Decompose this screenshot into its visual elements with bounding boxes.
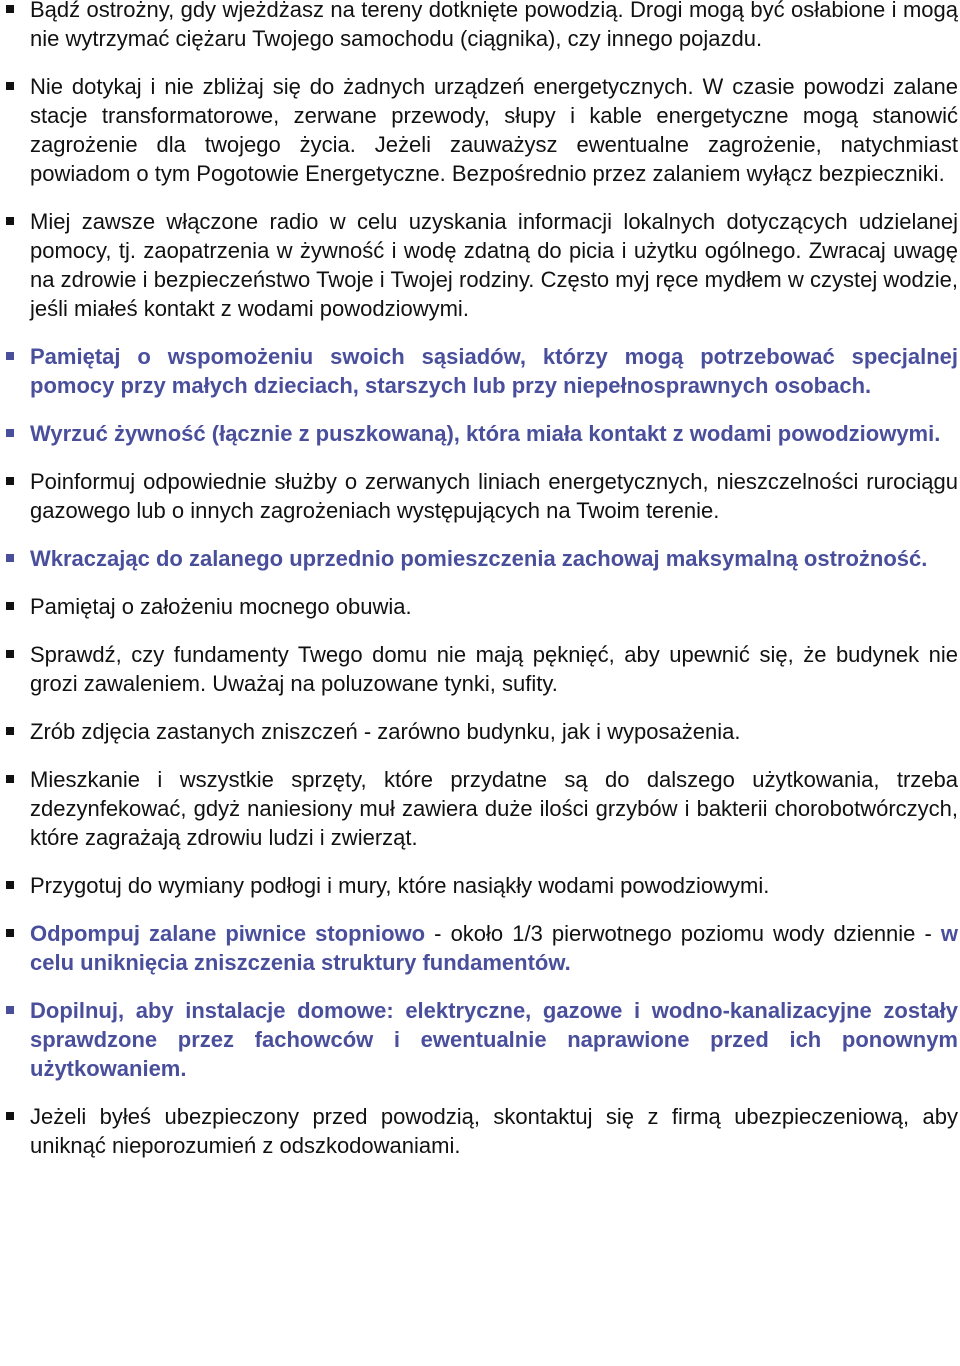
body-text: Mieszkanie i wszystkie sprzęty, które przydatne są do dalszego użytkowania, trzeba zdezynfekować, gdyż naniesiony muł zawiera duże ilości grzybów i bakterii chorobotwórczych, które zagrażają zdrowiu ludzi i zwierząt. (30, 767, 958, 850)
body-text: Przygotuj do wymiany podłogi i mury, które nasiąkły wodami powodziowymi. (30, 873, 770, 898)
list-item (0, 419, 958, 448)
body-text: Zrób zdjęcia zastanych zniszczeń - zarówno budynku, jak i wyposażenia. (30, 719, 741, 744)
emphasized-text: Wyrzuć żywność (łącznie z puszkowaną), która miała kontakt z wodami powodziowymi. (30, 421, 941, 446)
emphasized-text: Odpompuj zalane piwnice stopniowo (30, 921, 426, 946)
square-bullet-icon (6, 881, 14, 889)
square-bullet-icon (6, 554, 14, 562)
body-text: Sprawdź, czy fundamenty Twego domu nie mają pęknięć, aby upewnić się, że budynek nie grozi zawaleniem. Uważaj na poluzowane tynki, sufity. (30, 642, 958, 696)
list-item (0, 592, 958, 621)
square-bullet-icon (6, 429, 14, 437)
list-item (0, 207, 958, 323)
list-item (0, 919, 958, 977)
list-item (0, 544, 958, 573)
emphasized-text: Wkraczając do zalanego uprzednio pomieszczenia zachowaj maksymalną ostrożność. (30, 546, 928, 571)
square-bullet-icon (6, 82, 14, 90)
list-item (0, 871, 958, 900)
square-bullet-icon (6, 477, 14, 485)
list-item (0, 467, 958, 525)
square-bullet-icon (6, 650, 14, 658)
body-text: Miej zawsze włączone radio w celu uzyskania informacji lokalnych dotyczących udzielanej pomocy, tj. zaopatrzenia w żywność i wodę zdatną do picia i użytku ogólnego. Zwracaj uwagę na zdrowie i bezpieczeństwo Twoje i Twojej rodziny. Często myj ręce mydłem w czystej wodzie, jeśli miałeś kontakt z wodami powodziowymi. (30, 209, 958, 321)
square-bullet-icon (6, 217, 14, 225)
body-text: Nie dotykaj i nie zbliżaj się do żadnych urządzeń energetycznych. W czasie powodzi zalane stacje transformatorowe, zerwane przewody, słupy i kable energetyczne mogą stanowić zagrożenie dla twojego życia. Jeżeli zauważysz ewentualne zagrożenie, natychmiast powiadom o tym Pogotowie Energetyczne. Bezpośrednio przez zalaniem wyłącz bezpieczniki. (30, 74, 958, 186)
list-item (0, 765, 958, 852)
square-bullet-icon (6, 352, 14, 360)
body-text: Poinformuj odpowiednie służby o zerwanych liniach energetycznych, nieszczelności rurociągu gazowego lub o innych zagrożeniach występujących na Twoim terenie. (30, 469, 958, 523)
square-bullet-icon (6, 929, 14, 937)
body-text: - około 1/3 pierwotnego poziomu wody dziennie - (425, 921, 941, 946)
emphasized-text: Dopilnuj, aby instalacje domowe: elektryczne, gazowe i wodno-kanalizacyjne zostały sprawdzone przez fachowców i ewentualnie naprawione przed ich ponownym użytkowaniem. (30, 998, 958, 1081)
square-bullet-icon (6, 602, 14, 610)
body-text: Bądź ostrożny, gdy wjeżdżasz na tereny dotknięte powodzią. Drogi mogą być osłabione i mogą nie wytrzymać ciężaru Twojego samochodu (ciągnika), czy innego pojazdu. (30, 0, 958, 51)
square-bullet-icon (6, 1006, 14, 1014)
emphasized-text: Pamiętaj o wspomożeniu swoich sąsiadów, którzy mogą potrzebować specjalnej pomocy przy małych dzieciach, starszych lub przy niepełnosprawnych osobach. (30, 344, 958, 398)
list-item (0, 1102, 958, 1160)
emphasized-text: w celu uniknięcia zniszczenia struktury fundamentów. (30, 921, 958, 975)
list-item (0, 72, 958, 188)
list-item (0, 640, 958, 698)
square-bullet-icon (6, 775, 14, 783)
body-text: Pamiętaj o założeniu mocnego obuwia. (30, 594, 412, 619)
square-bullet-icon (6, 1112, 14, 1120)
list-item (0, 342, 958, 400)
body-text: Jeżeli byłeś ubezpieczony przed powodzią, skontaktuj się z firmą ubezpieczeniową, aby uniknąć nieporozumień z odszkodowaniami. (30, 1104, 958, 1158)
list-item (0, 0, 958, 53)
list-item (0, 717, 958, 746)
square-bullet-icon (6, 727, 14, 735)
square-bullet-icon (6, 5, 14, 13)
list-item (0, 996, 958, 1083)
